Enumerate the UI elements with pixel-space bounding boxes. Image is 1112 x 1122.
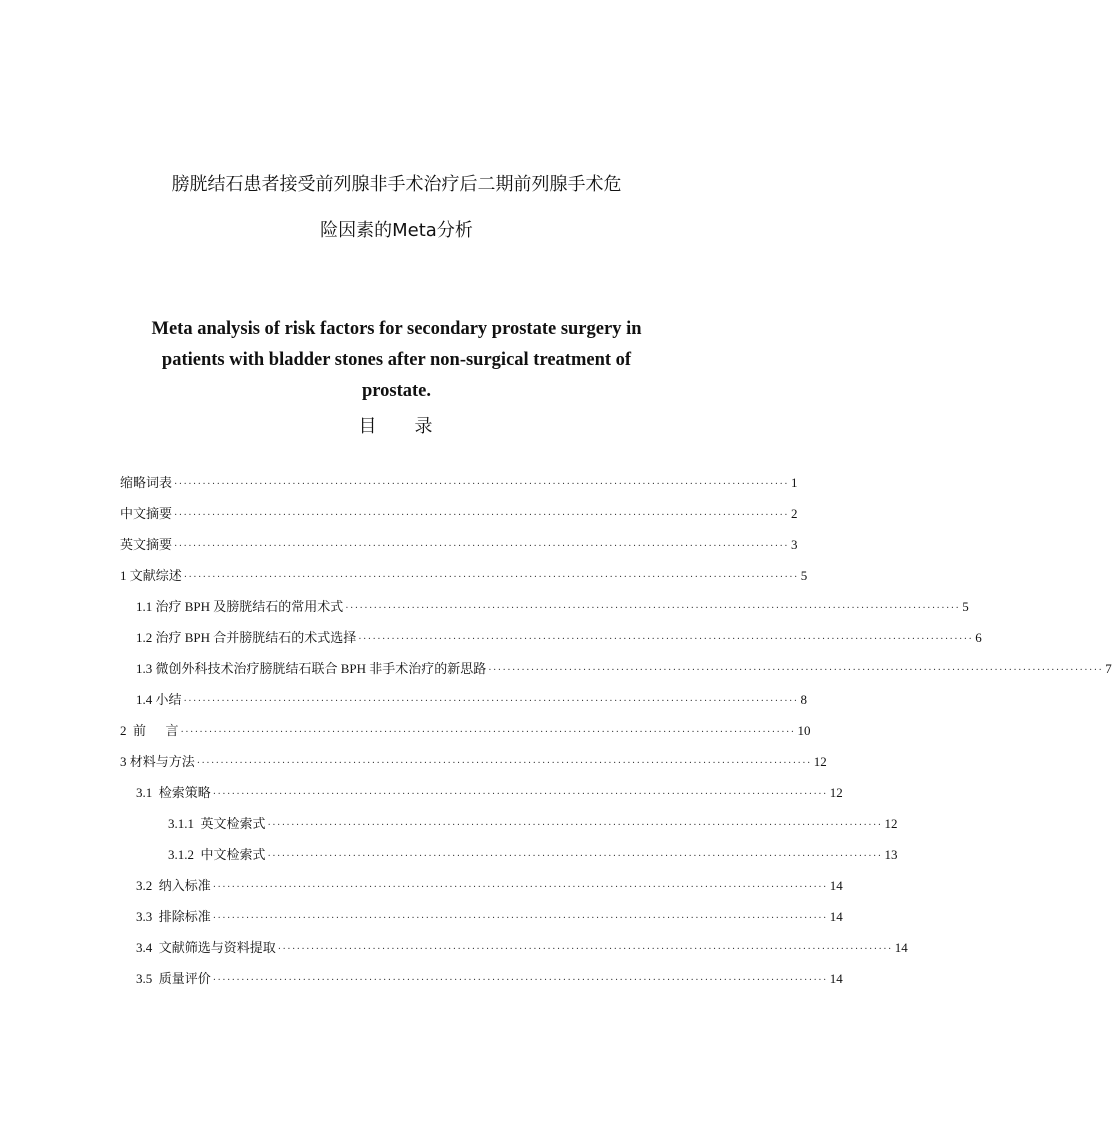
toc-entry[interactable] bbox=[120, 534, 798, 556]
toc-entry[interactable] bbox=[120, 751, 827, 773]
toc-entry-label: 1 文献综述 bbox=[120, 568, 182, 583]
toc-entry-page: 8 bbox=[800, 692, 807, 707]
toc-entry-page: 5 bbox=[962, 599, 969, 614]
toc-entry-label: 中文摘要 bbox=[120, 506, 173, 521]
toc-entry-page: 14 bbox=[894, 940, 908, 955]
toc-entry-label: 2 前 言 bbox=[120, 723, 179, 738]
chinese-title-line-2: 险因素的Meta分析 bbox=[320, 220, 473, 241]
toc-entry-page: 7 bbox=[1105, 661, 1112, 676]
toc-entry-page: 6 bbox=[975, 630, 982, 645]
toc-entry-label: 缩略词表 bbox=[120, 475, 173, 490]
toc-entry-label: 3 材料与方法 bbox=[120, 754, 195, 769]
toc-leader-dots: ·································································································································· bbox=[183, 696, 799, 707]
toc-entry-label: 1.4 小结 bbox=[136, 692, 182, 707]
toc-entry-page: 12 bbox=[813, 754, 827, 769]
toc-entry[interactable] bbox=[136, 627, 982, 649]
toc-entry-label: 3.1.1 英文检索式 bbox=[168, 816, 266, 831]
toc-leader-dots: ·································································································································· bbox=[345, 603, 961, 614]
toc-leader-dots: ·································································································································· bbox=[180, 727, 796, 738]
toc-entry-page: 12 bbox=[884, 816, 898, 831]
toc-leader-dots: ·································································································································· bbox=[212, 789, 828, 800]
toc-leader-dots: ·································································································································· bbox=[174, 479, 789, 490]
toc-entry-label: 3.5 质量评价 bbox=[136, 971, 211, 986]
toc-entry[interactable] bbox=[136, 658, 1112, 680]
toc-entry-label: 3.2 纳入标准 bbox=[136, 878, 211, 893]
toc-leader-dots: ·································································································································· bbox=[212, 882, 828, 893]
toc-entry-label: 1.2 治疗 BPH 合并膀胱结石的术式选择 bbox=[136, 630, 357, 645]
toc-entry-label: 3.3 排除标准 bbox=[136, 909, 211, 924]
toc-leader-dots: ·································································································································· bbox=[174, 541, 789, 552]
toc-leader-dots: ·································································································································· bbox=[183, 572, 799, 583]
toc-entry-page: 12 bbox=[829, 785, 843, 800]
toc-entry[interactable] bbox=[136, 782, 843, 804]
toc-entry[interactable] bbox=[136, 937, 908, 959]
toc-entry[interactable] bbox=[136, 875, 843, 897]
toc-entry-label: 1.1 治疗 BPH 及膀胱结石的常用术式 bbox=[136, 599, 344, 614]
toc-entry-label: 英文摘要 bbox=[120, 537, 173, 552]
toc-leader-dots: ·································································································································· bbox=[196, 758, 812, 769]
toc-heading-left: 目 bbox=[358, 416, 379, 437]
toc-entry[interactable] bbox=[120, 472, 798, 494]
english-title-line-3: prostate. bbox=[361, 381, 432, 401]
toc-entry[interactable] bbox=[120, 565, 808, 587]
toc-leader-dots: ·································································································································· bbox=[277, 944, 893, 955]
toc-entry-label: 3.4 文献筛选与资料提取 bbox=[136, 940, 276, 955]
toc-leader-dots: ·································································································································· bbox=[174, 510, 789, 521]
toc-leader-dots: ·································································································································· bbox=[267, 820, 883, 831]
toc-entry-label: 3.1.2 中文检索式 bbox=[168, 847, 266, 862]
toc-entry-page: 5 bbox=[800, 568, 808, 583]
toc-entry[interactable] bbox=[136, 689, 807, 711]
toc-entry[interactable] bbox=[120, 503, 798, 525]
toc-entry[interactable] bbox=[136, 968, 843, 990]
toc-entry-page: 14 bbox=[829, 878, 843, 893]
toc-entry-page: 10 bbox=[797, 723, 811, 738]
english-title-line-1: Meta analysis of risk factors for secondary prostate surgery in bbox=[151, 319, 642, 339]
toc-entry[interactable] bbox=[168, 813, 898, 835]
toc-entry-page: 14 bbox=[829, 971, 843, 986]
toc-entry-page: 14 bbox=[829, 909, 843, 924]
toc-leader-dots: ·································································································································· bbox=[488, 665, 1104, 676]
toc-heading-right: 录 bbox=[414, 416, 435, 437]
toc-entry-page: 1 bbox=[790, 475, 798, 490]
english-title bbox=[100, 314, 693, 407]
toc-entry-page: 2 bbox=[790, 506, 798, 521]
toc-leader-dots: ·································································································································· bbox=[212, 913, 828, 924]
toc-entry[interactable] bbox=[120, 720, 811, 742]
toc-leader-dots: ·································································································································· bbox=[267, 851, 883, 862]
toc-entry-page: 13 bbox=[884, 847, 898, 862]
toc-entry[interactable] bbox=[136, 906, 843, 928]
toc-leader-dots: ·································································································································· bbox=[358, 634, 974, 645]
toc-entry-label: 1.3 微创外科技术治疗膀胱结石联合 BPH 非手术治疗的新思路 bbox=[136, 661, 487, 676]
toc-entry[interactable] bbox=[168, 844, 898, 866]
toc-entry-label: 3.1 检索策略 bbox=[136, 785, 211, 800]
toc-entry-page: 3 bbox=[790, 537, 798, 552]
english-title-line-2: patients with bladder stones after non-surgical treatment of bbox=[161, 350, 632, 370]
toc-entry[interactable] bbox=[136, 596, 969, 618]
toc-leader-dots: ·································································································································· bbox=[212, 975, 828, 986]
toc-heading bbox=[0, 412, 793, 438]
chinese-title-line-1: 膀胱结石患者接受前列腺非手术治疗后二期前列腺手术危 bbox=[171, 174, 622, 195]
chinese-title bbox=[0, 162, 793, 254]
